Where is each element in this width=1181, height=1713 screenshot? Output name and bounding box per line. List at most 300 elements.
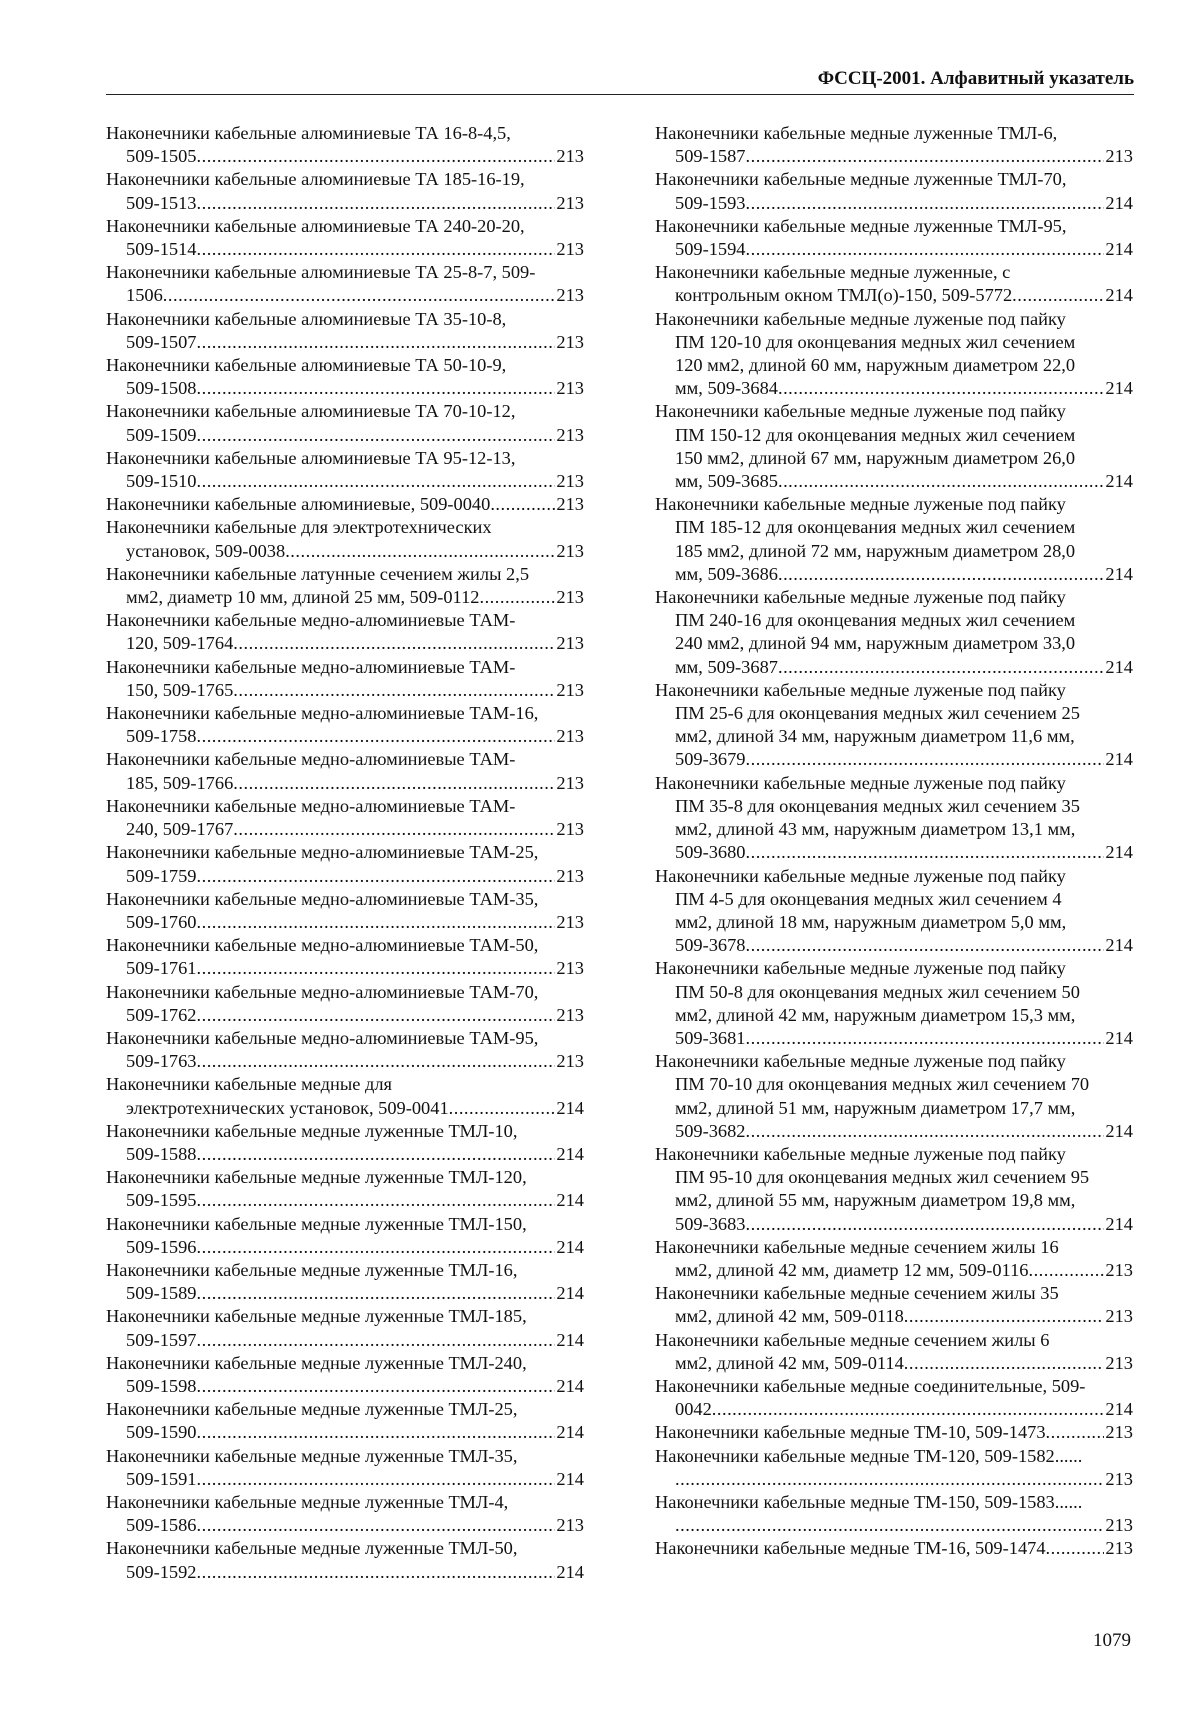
entry-title: Наконечники кабельные медные луженные ТМЛ-50, [106,1538,518,1559]
index-entry [106,400,584,446]
entry-reference-line [106,1514,584,1537]
dot-leader [904,1352,1105,1375]
index-entry [655,215,1133,261]
dot-leader [197,1375,556,1398]
entry-title: Наконечники кабельные медные луженные ТМЛ-150, [106,1213,527,1234]
entry-title: Наконечники кабельные алюминиевые ТА 16-8-4,5, [106,123,511,143]
entry-continuation: мм2, длиной 34 мм, наружным диаметром 11,6 мм, [675,726,1075,747]
dot-leader [479,586,555,609]
entry-title: Наконечники кабельные медные луженые под пайку [655,865,1066,886]
index-entry [106,1398,584,1444]
dot-leader [197,1421,556,1444]
entry-continuation: 120 мм2, длиной 60 мм, наружным диаметром 22,0 [675,355,1076,376]
index-entry [655,1537,1133,1560]
entry-page-number: 213 [556,911,584,932]
entry-code: 509-3679 [675,749,746,770]
entry-page-number: 213 [556,772,584,793]
entry-page-number: 214 [556,1097,584,1118]
index-entry [655,1445,1133,1491]
entry-page-number: 214 [556,1422,584,1443]
entry-page-number: 214 [1105,842,1133,863]
entry-page-number: 213 [556,1051,584,1072]
entry-code: 509-1763 [126,1051,197,1072]
page-header [106,66,1134,96]
dot-leader [746,238,1105,261]
entry-code: 509-3678 [675,935,746,956]
entry-page-number: 214 [556,1468,584,1489]
entry-page-number: 214 [556,1190,584,1211]
entry-code: 509-1510 [126,471,197,492]
entry-continuation: ПМ 25-6 для оконцевания медных жил сечением 25 [675,703,1080,724]
index-entry [655,261,1133,307]
entry-code: 0042 [675,1399,712,1420]
entry-code: мм2, длиной 42 мм, диаметр 12 мм, 509-0116 [675,1259,1029,1280]
dot-leader [675,1468,1104,1491]
entry-title: Наконечники кабельные алюминиевые ТА 185-16-19, [106,169,525,190]
entry-code: 1506 [126,285,163,306]
entry-title: Наконечники кабельные медные луженные ТМЛ-10, [106,1120,518,1141]
dot-leader [197,377,556,400]
index-entry [106,1352,584,1398]
entry-code: 509-1508 [126,378,197,399]
entry-reference-line [106,192,584,215]
index-entry [655,586,1133,679]
entry-code: мм, 509-3684 [675,378,778,399]
dot-leader [778,656,1104,679]
index-entry [106,841,584,887]
dot-leader [197,1468,556,1491]
dot-leader [746,934,1105,957]
entry-code: Наконечники кабельные медные ТМ-10, 509-1473 [655,1422,1046,1443]
entry-continuation: ПМ 35-8 для оконцевания медных жил сечением 35 [675,795,1080,816]
entry-reference-line [106,1421,584,1444]
entry-code: 509-1588 [126,1143,197,1164]
entry-continuation: ПМ 120-10 для оконцевания медных жил сечением [675,331,1076,352]
entry-continuation: ПМ 70-10 для оконцевания медных жил сечением 70 [675,1074,1090,1095]
index-entry [106,888,584,934]
entry-code: 509-3682 [675,1120,746,1141]
entry-title: Наконечники кабельные медные луженые под пайку [655,679,1066,700]
index-entry [106,122,584,168]
entry-page-number: 214 [1105,749,1133,770]
entry-code: 509-1759 [126,865,197,886]
entry-continuation: мм2, длиной 18 мм, наружным диаметром 5,0 мм, [675,911,1067,932]
entry-code: 509-1590 [126,1422,197,1443]
entry-code: 509-1593 [675,192,746,213]
entry-reference-line [106,1282,584,1305]
dot-leader [746,748,1105,771]
entry-reference-line [655,1120,1133,1143]
entry-reference-line [655,841,1133,864]
entry-continuation: ПМ 150-12 для оконцевания медных жил сечением [675,424,1076,445]
index-entry [655,772,1133,865]
entry-page-number: 213 [556,424,584,445]
dot-leader [904,1305,1105,1328]
dot-leader [197,1282,556,1305]
entry-page-number: 213 [556,331,584,352]
entry-code: мм, 509-3685 [675,471,778,492]
index-entry [655,1329,1133,1375]
entry-page-number: 213 [556,726,584,747]
entry-code: контрольным окном ТМЛ(о)-150, 509-5772 [675,285,1013,306]
entry-code: установок, 509-0038 [126,540,286,561]
entry-code: 185, 509-1766 [126,772,234,793]
entry-title: Наконечники кабельные алюминиевые ТА 70-10-12, [106,401,516,422]
index-entry [106,354,584,400]
entry-reference-line [106,1189,584,1212]
index-entry [655,122,1133,168]
entry-title: Наконечники кабельные медные луженые под пайку [655,494,1066,515]
entry-title: Наконечники кабельные латунные сечением жилы 2,5 [106,563,530,584]
entry-reference-line [655,748,1133,771]
dot-leader [233,772,555,795]
entry-reference-line [106,865,584,888]
dot-leader [1046,1421,1105,1444]
index-entry [106,1537,584,1583]
entry-title: Наконечники кабельные медные луженные ТМЛ-4, [106,1491,509,1512]
entry-title: Наконечники кабельные медные луженые под пайку [655,1051,1066,1072]
dot-leader [197,865,556,888]
entry-title: Наконечники кабельные медные луженные ТМЛ-240, [106,1352,527,1373]
entry-page-number: 213 [1105,1515,1133,1536]
entry-code: мм2, диаметр 10 мм, длиной 25 мм, 509-0112 [126,587,480,608]
entry-code: 120, 509-1764 [126,633,234,654]
index-entry [106,1120,584,1166]
entry-title: Наконечники кабельные алюминиевые ТА 95-12-13, [106,447,516,468]
entry-code: 509-1587 [675,146,746,167]
dot-leader [449,1097,556,1120]
entry-reference-line [655,145,1133,168]
index-entry [655,1421,1133,1444]
entry-page-number: 213 [556,865,584,886]
page-number: 1079 [1093,1630,1131,1651]
entry-code: 509-3683 [675,1213,746,1234]
dot-leader [233,632,555,655]
entry-reference-line [655,238,1133,261]
entry-code: 509-1597 [126,1329,197,1350]
dot-leader [197,238,556,261]
dot-leader [778,377,1104,400]
entry-reference-line [655,377,1133,400]
dot-leader [675,1514,1104,1537]
entry-code: 509-3681 [675,1027,746,1048]
entry-page-number: 214 [1105,192,1133,213]
entry-code: 509-1507 [126,331,197,352]
entry-reference-line [106,911,584,934]
entry-page-number: 214 [1105,1213,1133,1234]
entry-title: Наконечники кабельные медные сечением жилы 35 [655,1283,1059,1304]
entry-code: 509-1595 [126,1190,197,1211]
entry-code: 509-1589 [126,1283,197,1304]
index-entry [106,656,584,702]
entry-title: Наконечники кабельные медно-алюминиевые ТАМ- [106,795,516,816]
dot-leader [746,841,1105,864]
entry-title: Наконечники кабельные медно-алюминиевые ТАМ-70, [106,981,539,1002]
entry-title: Наконечники кабельные медно-алюминиевые ТАМ-95, [106,1027,539,1048]
dot-leader [490,493,555,516]
entry-title: Наконечники кабельные медно-алюминиевые ТАМ-50, [106,935,539,956]
entry-reference-line [655,1352,1133,1375]
entry-reference-line [106,1375,584,1398]
entry-reference-line [106,331,584,354]
index-column-left [106,122,584,1584]
index-entry [655,493,1133,586]
entry-page-number: 213 [556,285,584,306]
entry-reference-line [655,470,1133,493]
dot-leader [197,911,556,934]
entry-continuation: 150 мм2, длиной 67 мм, наружным диаметром 26,0 [675,447,1076,468]
entry-reference-line [655,1213,1133,1236]
entry-page-number: 213 [1105,1422,1133,1443]
index-entry [106,1259,584,1305]
entry-page-number: 213 [556,958,584,979]
entry-page-number: 214 [1105,471,1133,492]
dot-leader [746,145,1105,168]
entry-code: 509-1509 [126,424,197,445]
index-entry [106,795,584,841]
dot-leader [197,1143,556,1166]
dot-leader [1012,284,1104,307]
entry-title: Наконечники кабельные медные луженные ТМЛ-16, [106,1259,518,1280]
index-entry [106,934,584,980]
entry-page-number: 213 [556,1515,584,1536]
entry-continuation: ПМ 185-12 для оконцевания медных жил сечением [675,517,1076,538]
dot-leader [197,1561,556,1584]
entry-page-number: 213 [556,494,584,515]
index-entry [106,1305,584,1351]
entry-page-number: 214 [1105,1399,1133,1420]
entry-page-number: 213 [556,146,584,167]
entry-title: Наконечники кабельные алюминиевые ТА 240-20-20, [106,215,525,236]
entry-page-number: 214 [1105,1120,1133,1141]
entry-reference-line [655,934,1133,957]
index-entry [106,261,584,307]
entry-page-number: 214 [1105,239,1133,260]
entry-page-number: 213 [556,378,584,399]
entry-reference-line [655,563,1133,586]
entry-reference-line [655,1468,1133,1491]
running-title: ФССЦ-2001. Алфавитный указатель [817,68,1134,89]
index-entry [106,1073,584,1119]
entry-code: 509-1514 [126,239,197,260]
dot-leader [233,679,555,702]
entry-title: Наконечники кабельные алюминиевые ТА 25-8-7, 509- [106,262,536,283]
entry-reference-line [655,1305,1133,1328]
entry-reference-line [106,540,584,563]
entry-code: 509-3680 [675,842,746,863]
entry-title: Наконечники кабельные медные луженные ТМЛ-95, [655,215,1067,236]
entry-continuation: ПМ 4-5 для оконцевания медных жил сечением 4 [675,888,1062,909]
dot-leader [778,470,1104,493]
entry-page-number: 214 [1105,563,1133,584]
entry-title: Наконечники кабельные медные сечением жилы 16 [655,1236,1059,1257]
entry-continuation: мм2, длиной 42 мм, наружным диаметром 15,3 мм, [675,1004,1076,1025]
entry-page-number: 214 [1105,1027,1133,1048]
entry-reference-line [106,1561,584,1584]
dot-leader [197,725,556,748]
entry-page-number: 214 [556,1283,584,1304]
entry-code: 509-1505 [126,146,197,167]
entry-page-number: 213 [556,819,584,840]
dot-leader [746,1213,1105,1236]
entry-title: Наконечники кабельные медные луженые под пайку [655,401,1066,422]
entry-reference-line [655,1514,1133,1537]
entry-title: Наконечники кабельные медно-алюминиевые ТАМ- [106,656,516,677]
dot-leader [197,957,556,980]
entry-reference-line [655,1421,1133,1444]
entry-page-number: 214 [556,1329,584,1350]
index-entry [655,957,1133,1050]
entry-reference-line [106,1004,584,1027]
entry-reference-line [106,1097,584,1120]
entry-title: Наконечники кабельные медные луженые под пайку [655,308,1066,329]
entry-title: Наконечники кабельные медные сечением жилы 6 [655,1329,1050,1350]
index-entry [655,865,1133,958]
entry-page-number: 214 [1105,656,1133,677]
entry-reference-line [106,284,584,307]
entry-page-number: 213 [556,192,584,213]
entry-code: Наконечники кабельные алюминиевые, 509-0040 [106,494,491,515]
dot-leader [197,1329,556,1352]
dot-leader [197,1050,556,1073]
entry-page-number: 214 [1105,378,1133,399]
entry-reference-line [106,1329,584,1352]
entry-page-number: 214 [1105,285,1133,306]
index-entry [655,168,1133,214]
entry-page-number: 213 [556,633,584,654]
dot-leader [197,331,556,354]
entry-continuation: мм2, длиной 55 мм, наружным диаметром 19,8 мм, [675,1190,1076,1211]
dot-leader [746,192,1105,215]
dot-leader [197,1004,556,1027]
index-entry [655,1282,1133,1328]
entry-title: Наконечники кабельные медные соединительные, 509- [655,1375,1086,1396]
index-entry [106,1445,584,1491]
index-entry [106,308,584,354]
entry-title: Наконечники кабельные медно-алюминиевые ТАМ-25, [106,842,539,863]
index-entry [106,1166,584,1212]
entry-title: Наконечники кабельные медно-алюминиевые ТАМ- [106,610,516,631]
entry-page-number: 213 [556,1004,584,1025]
index-entry [655,1236,1133,1282]
entry-code: 509-1762 [126,1004,197,1025]
entry-reference-line [106,957,584,980]
entry-title: Наконечники кабельные медно-алюминиевые ТАМ-35, [106,888,539,909]
entry-reference-line [106,1143,584,1166]
entry-title: Наконечники кабельные медные ТМ-150, 509-1583...... [655,1491,1083,1512]
index-entry [106,516,584,562]
entry-reference-line [655,284,1133,307]
index-entry [655,308,1133,401]
index-entry [106,981,584,1027]
entry-reference-line [106,586,584,609]
entry-page-number: 214 [556,1143,584,1164]
index-entry [106,748,584,794]
entry-reference-line [106,424,584,447]
entry-code: 509-1761 [126,958,197,979]
entry-reference-line [655,1537,1133,1560]
entry-continuation: ПМ 240-16 для оконцевания медных жил сечением [675,610,1076,631]
dot-leader [746,1120,1105,1143]
dot-leader [233,818,555,841]
entry-reference-line [106,818,584,841]
entry-title: Наконечники кабельные медные ТМ-120, 509-1582...... [655,1445,1083,1466]
entry-reference-line [106,679,584,702]
entry-page-number: 213 [1105,146,1133,167]
entry-page-number: 213 [556,587,584,608]
entry-code: мм2, длиной 42 мм, 509-0118 [675,1306,904,1327]
index-entry [106,493,584,516]
entry-code: 509-1592 [126,1561,197,1582]
index-entry [655,1491,1133,1537]
entry-page-number: 214 [556,1236,584,1257]
entry-page-number: 213 [1105,1259,1133,1280]
entry-title: Наконечники кабельные медные луженные ТМЛ-120, [106,1167,527,1188]
dot-leader [1028,1259,1104,1282]
dot-leader [197,424,556,447]
entry-title: Наконечники кабельные медные луженные ТМЛ-185, [106,1306,527,1327]
header-rule [106,94,1134,95]
entry-code: 509-1594 [675,239,746,260]
dot-leader [197,145,556,168]
index-entry [106,447,584,493]
entry-code: 509-1758 [126,726,197,747]
entry-reference-line [106,470,584,493]
entry-page-number: 214 [556,1375,584,1396]
entry-page-number: 214 [1105,935,1133,956]
entry-title: Наконечники кабельные алюминиевые ТА 50-10-9, [106,355,507,376]
entry-title: Наконечники кабельные медно-алюминиевые ТАМ-16, [106,703,539,724]
entry-reference-line [655,1027,1133,1050]
entry-title: Наконечники кабельные медные луженые под пайку [655,1143,1066,1164]
entry-continuation: мм2, длиной 43 мм, наружным диаметром 13,1 мм, [675,819,1076,840]
dot-leader [712,1398,1105,1421]
entry-reference-line [106,725,584,748]
index-entry [655,1375,1133,1421]
entry-continuation: мм2, длиной 51 мм, наружным диаметром 17,7 мм, [675,1097,1076,1118]
entry-page-number: 213 [1105,1538,1133,1559]
dot-leader [163,284,556,307]
entry-code: мм2, длиной 42 мм, 509-0114 [675,1352,904,1373]
entry-code: мм, 509-3687 [675,656,778,677]
entry-code: 150, 509-1765 [126,679,234,700]
index-entry [655,1050,1133,1143]
entry-code: 509-1598 [126,1375,197,1396]
entry-reference-line [106,1236,584,1259]
entry-reference-line [106,238,584,261]
dot-leader [197,1189,556,1212]
entry-code: 509-1760 [126,911,197,932]
index-entry [106,168,584,214]
entry-reference-line [655,192,1133,215]
entry-page-number: 213 [1105,1306,1133,1327]
entry-reference-line [106,1468,584,1491]
entry-title: Наконечники кабельные медные луженные ТМЛ-35, [106,1445,518,1466]
entry-code: 240, 509-1767 [126,819,234,840]
entry-title: Наконечники кабельные медные луженные ТМЛ-70, [655,169,1067,190]
dot-leader [197,1236,556,1259]
entry-page-number: 213 [556,540,584,561]
entry-page-number: 213 [556,471,584,492]
index-entry [655,679,1133,772]
entry-title: Наконечники кабельные медные луженные ТМЛ-6, [655,123,1058,143]
index-entry [106,215,584,261]
entry-reference-line [106,493,584,516]
dot-leader [197,192,556,215]
entry-reference-line [106,377,584,400]
entry-title: Наконечники кабельные медные луженые под пайку [655,958,1066,979]
entry-continuation: 240 мм2, длиной 94 мм, наружным диаметром 33,0 [675,633,1076,654]
